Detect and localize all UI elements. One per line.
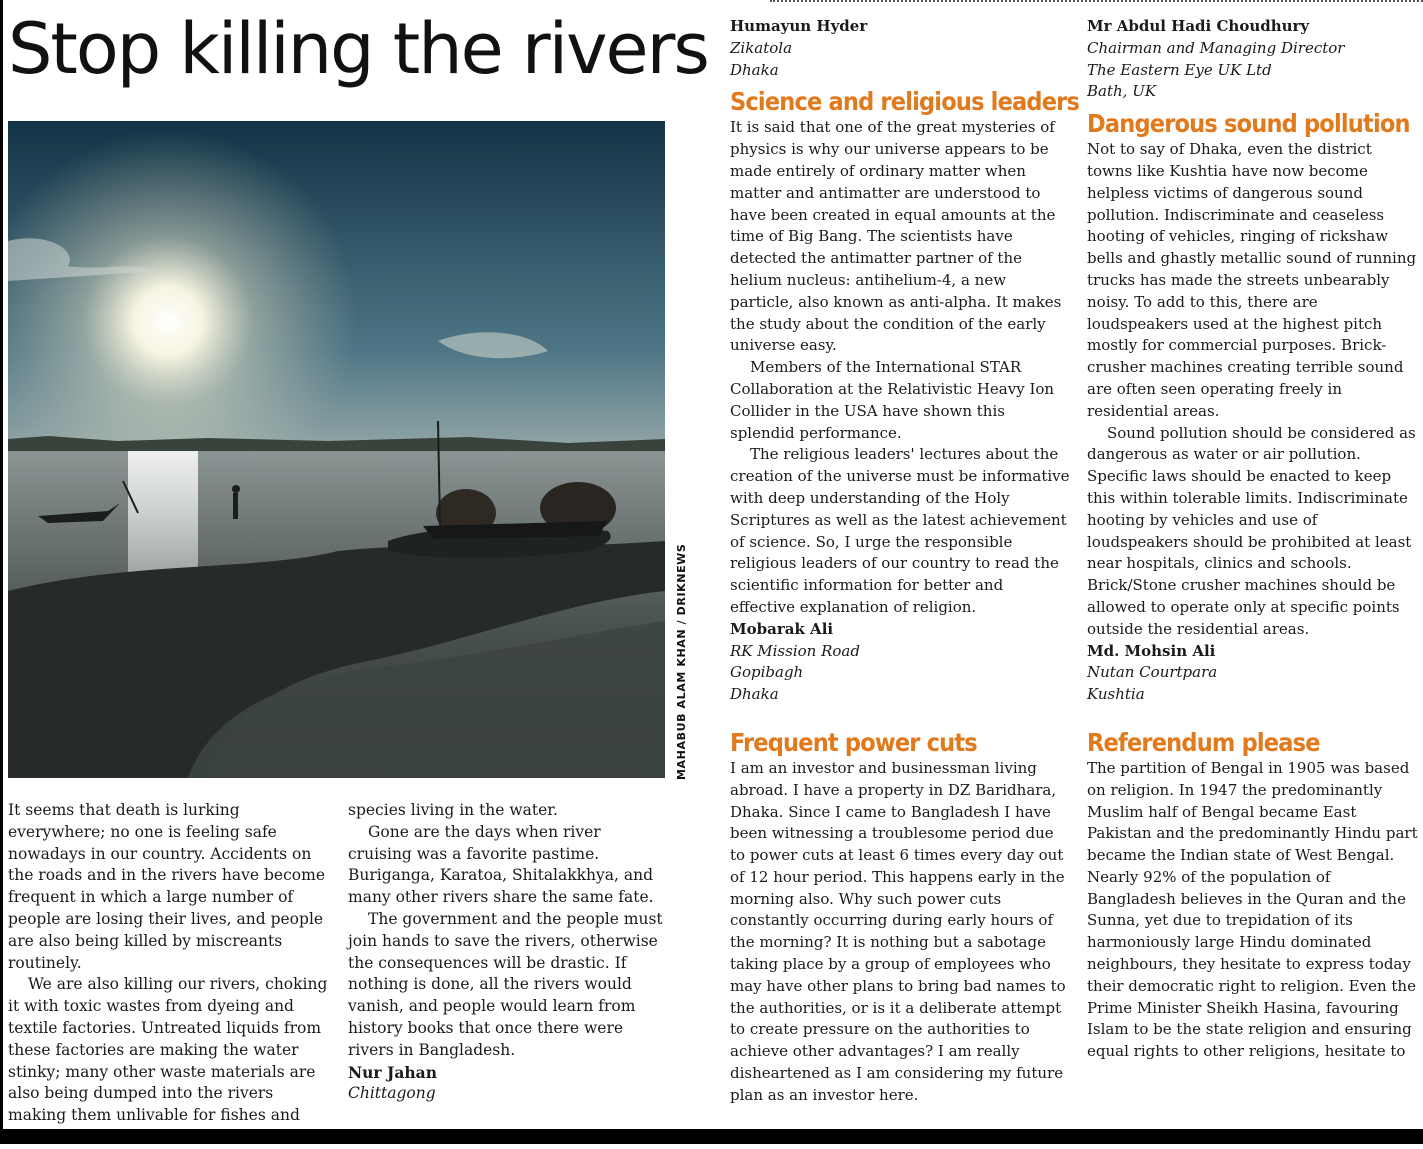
signature-address: Kushtia — [1087, 685, 1145, 704]
paragraph: Members of the International STAR Collaboration at the Relativistic Heavy Ion Collider in the USA have shown this splendid performance. — [730, 358, 1055, 442]
signature-address: Dhaka — [730, 685, 779, 704]
page-bottom-border — [0, 1129, 1423, 1144]
signature-address: Dhaka — [730, 60, 779, 79]
signature-name: Humayun Hyder — [730, 17, 868, 35]
paragraph: It is said that one of the great mysteries of physics is why our universe appears to be made entirely of ordinary matter when matter and antimatter are understood to have been created in equal amounts at the time of Big Bang. The scientists have detected the antimatter partner of the helium nucleus: antihelium-4, a new particle, also known as anti-alpha. It makes the study about the condition of the early universe easy. — [730, 118, 1062, 355]
signature-name: Nur Jahan — [348, 1062, 437, 1082]
letters-column-3 — [730, 16, 1080, 1107]
rivers-letter-column-2 — [348, 800, 663, 1105]
letter-title-sound: Dangerous sound pollution — [1087, 109, 1410, 139]
letters-column-4 — [1087, 16, 1418, 1063]
signature-address: Gopibagh — [730, 663, 804, 682]
river-sunset-photo — [8, 121, 665, 778]
paragraph: The partition of Bengal in 1905 was based on religion. In 1947 the predominantly Muslim half of Bengal became East Pakistan and the predominantly Hindu part became the Indian state of West Bengal. Nearly 92% of the population of Bangladesh believes in the Quran and the Sunna, yet due to trepidation of its harmoniously large Hindu dominated neighbours, they hesitate to express today their democratic right to religion. Even the Prime Minister Sheikh Hasina, favouring Islam to be the state religion and ensuring equal rights to other religions, hesitate to — [1087, 758, 1418, 1061]
signature-address: Bath, UK — [1087, 82, 1157, 101]
signature-address: Chittagong — [348, 1084, 436, 1103]
signature-address: RK Mission Road — [730, 641, 860, 660]
signature-address: Zikatola — [730, 38, 793, 57]
paragraph: species living in the water. — [348, 801, 558, 819]
signature-name: Mr Abdul Hadi Choudhury — [1087, 17, 1310, 35]
signature-name: Md. Mohsin Ali — [1087, 641, 1216, 660]
letter-title-referendum: Referendum please — [1087, 727, 1320, 757]
paragraph: I am an investor and businessman living abroad. I have a property in DZ Baridhara, Dhaka. Since I came to Bangladesh I have been witnessing a troublesome period due to power cuts at least 6 times every day out of 12 hour period. This happens early in the morning also. Why such power cuts constantly occurring during early hours of the morning? It is nothing but a sabotage taking place by a group of employees who may have other plans to bring bad names to the authorities, or is it a deliberate attempt to create pressure on the authorities to achieve other advantages? I am really disheartened as I am considering my future plan as an investor here. — [730, 758, 1066, 1104]
letter-title-power: Frequent power cuts — [730, 727, 977, 757]
paragraph: We are also killing our rivers, choking it with toxic wastes from dyeing and textile factories. Untreated liquids from these factories are making the water stinky; many other waste materials are also being dumped into the rivers making them unlivable for fishes and — [8, 975, 328, 1125]
letter-title-science: Science and religious leaders — [730, 87, 1080, 117]
page-left-border — [0, 0, 3, 1144]
signature-address: The Eastern Eye UK Ltd — [1087, 60, 1272, 79]
paragraph: It seems that death is lurking everywhere; no one is feeling safe nowadays in our country. Accidents on the roads and in the rivers have become frequent in which a large number of people are losing their lives, and people are also being killed by miscreants routinely. — [8, 801, 325, 972]
photo-credit: MAHABUB ALAM KHAN / DRIKNEWS — [675, 543, 688, 780]
paragraph: The religious leaders' lectures about the creation of the universe must be informative with deep understanding of the Holy Scriptures as well as the latest achievement of science. So, I urge the responsible religious leaders of our country to read the scientific information for better and effective explanation of religion. — [730, 445, 1070, 616]
signature-address: Nutan Courtpara — [1087, 663, 1218, 682]
headline: Stop killing the rivers — [8, 8, 708, 90]
paragraph: The government and the people must join hands to save the rivers, otherwise the consequences will be drastic. If nothing is done, all the rivers would vanish, and people would learn from history books that once there were rivers in Bangladesh. — [348, 909, 663, 1059]
paragraph: Not to say of Dhaka, even the district towns like Kushtia have now become helpless victims of dangerous sound pollution. Indiscriminate and ceaseless hooting of vehicles, ringing of rickshaw bells and ghastly metallic sound of running trucks has made the streets unbearably noisy. To add to this, there are loudspeakers used at the highest pitch mostly for commercial purposes. Brick-crusher machines creating terrible sound are often seen operating freely in residential areas. — [1087, 140, 1417, 420]
top-dotted-rule — [770, 0, 1423, 2]
paragraph: Sound pollution should be considered as dangerous as water or air pollution. Specific laws should be enacted to keep this within tolerable limits. Indiscriminate hooting by vehicles and use of loudspeakers should be prohibited at least near hospitals, clinics and schools. Brick/Stone crusher machines should be allowed to operate only at specific points outside the residential areas. — [1087, 423, 1416, 638]
paragraph: Gone are the days when river cruising was a favorite pastime. Buriganga, Karatoa, Shitalakkhya, and many other rivers share the same fate. — [348, 822, 654, 907]
signature-name: Mobarak Ali — [730, 619, 834, 638]
rivers-letter-column-1 — [8, 800, 328, 1149]
signature-address: Chairman and Managing Director — [1087, 38, 1345, 57]
